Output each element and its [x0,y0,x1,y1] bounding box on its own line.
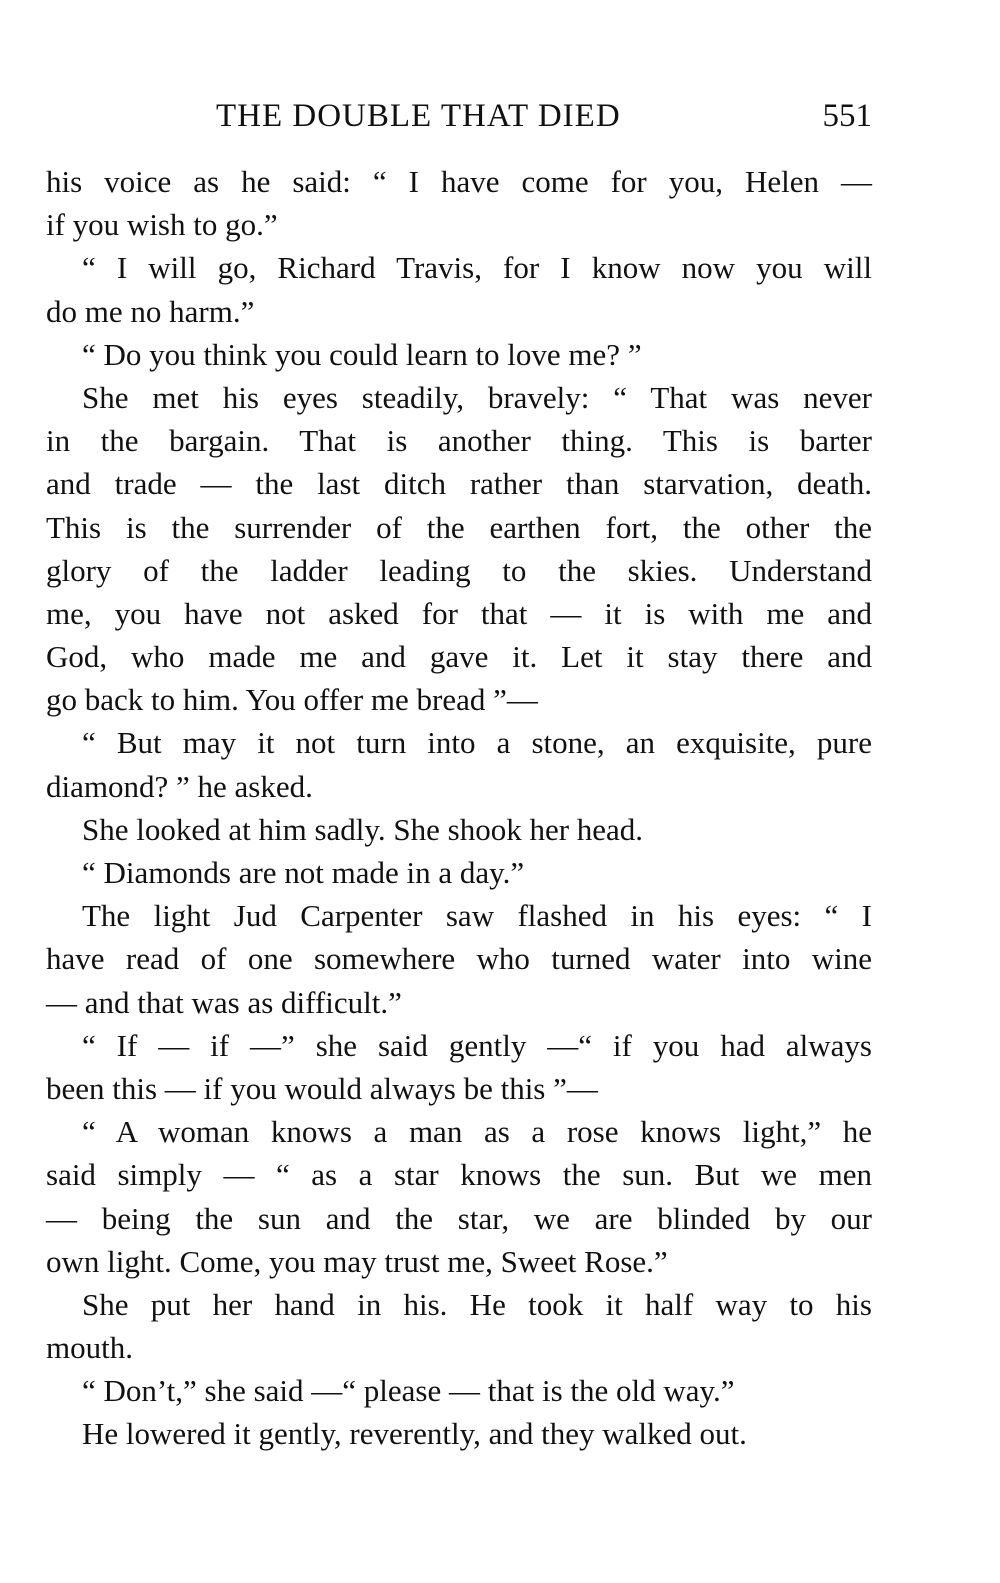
text-line: own light. Come, you may trust me, Sweet Rose.” [46,1243,668,1279]
text-line: been this — if you would always be this ”— [46,1070,598,1106]
text-line: “ Don’t,” she said —“ please — that is the old way.” [82,1373,735,1409]
text-line: — being the sun and the star, we are blinded by our [46,1200,872,1236]
text-line: She put her hand in his. He took it half way to his [82,1286,872,1322]
text-line: This is the surrender of the earthen fort, the other the [46,509,872,545]
text-line: mouth. [46,1330,133,1366]
text-line: glory of the ladder leading to the skies. Understand [46,552,872,588]
text-line: do me no harm.” [46,293,255,329]
text-line: his voice as he said: “ I have come for you, Helen — [46,164,872,199]
text-line: “ Diamonds are not made in a day.” [82,855,525,890]
text-line: and trade — the last ditch rather than starvation, death. [46,466,872,502]
body-text [46,160,872,1456]
text-line: if you wish to go.” [46,207,278,243]
text-line: have read of one somewhere who turned water into wine [46,941,872,977]
text-line: She met his eyes steadily, bravely: “ That was never [82,379,872,415]
text-line: “ But may it not turn into a stone, an exquisite, pure [82,725,872,761]
text-line: “ I will go, Richard Travis, for I know now you will [82,250,872,286]
text-line: me, you have not asked for that — it is with me and [46,595,872,631]
text-line: in the bargain. That is another thing. This is barter [46,423,872,459]
text-line: “ Do you think you could learn to love me? ” [82,336,642,372]
text-line: “ A woman knows a man as a rose knows light,” he [82,1114,872,1150]
page-header [46,94,872,138]
text-line: said simply — “ as a star knows the sun. But we men [46,1157,872,1193]
text-line: diamond? ” he asked. [46,768,313,804]
text-line: He lowered it gently, reverently, and they walked out. [82,1416,747,1452]
page-number: 551 [822,98,872,134]
text-line: “ If — if —” she said gently —“ if you had always [82,1027,872,1063]
text-line: God, who made me and gave it. Let it stay there and [46,639,872,675]
text-line: go back to him. You offer me bread ”— [46,682,538,718]
text-line: She looked at him sadly. She shook her head. [82,811,644,847]
running-title: THE DOUBLE THAT DIED [216,98,621,134]
text-line: — and that was as difficult.” [46,984,402,1020]
text-line: The light Jud Carpenter saw flashed in his eyes: “ I [82,898,872,934]
